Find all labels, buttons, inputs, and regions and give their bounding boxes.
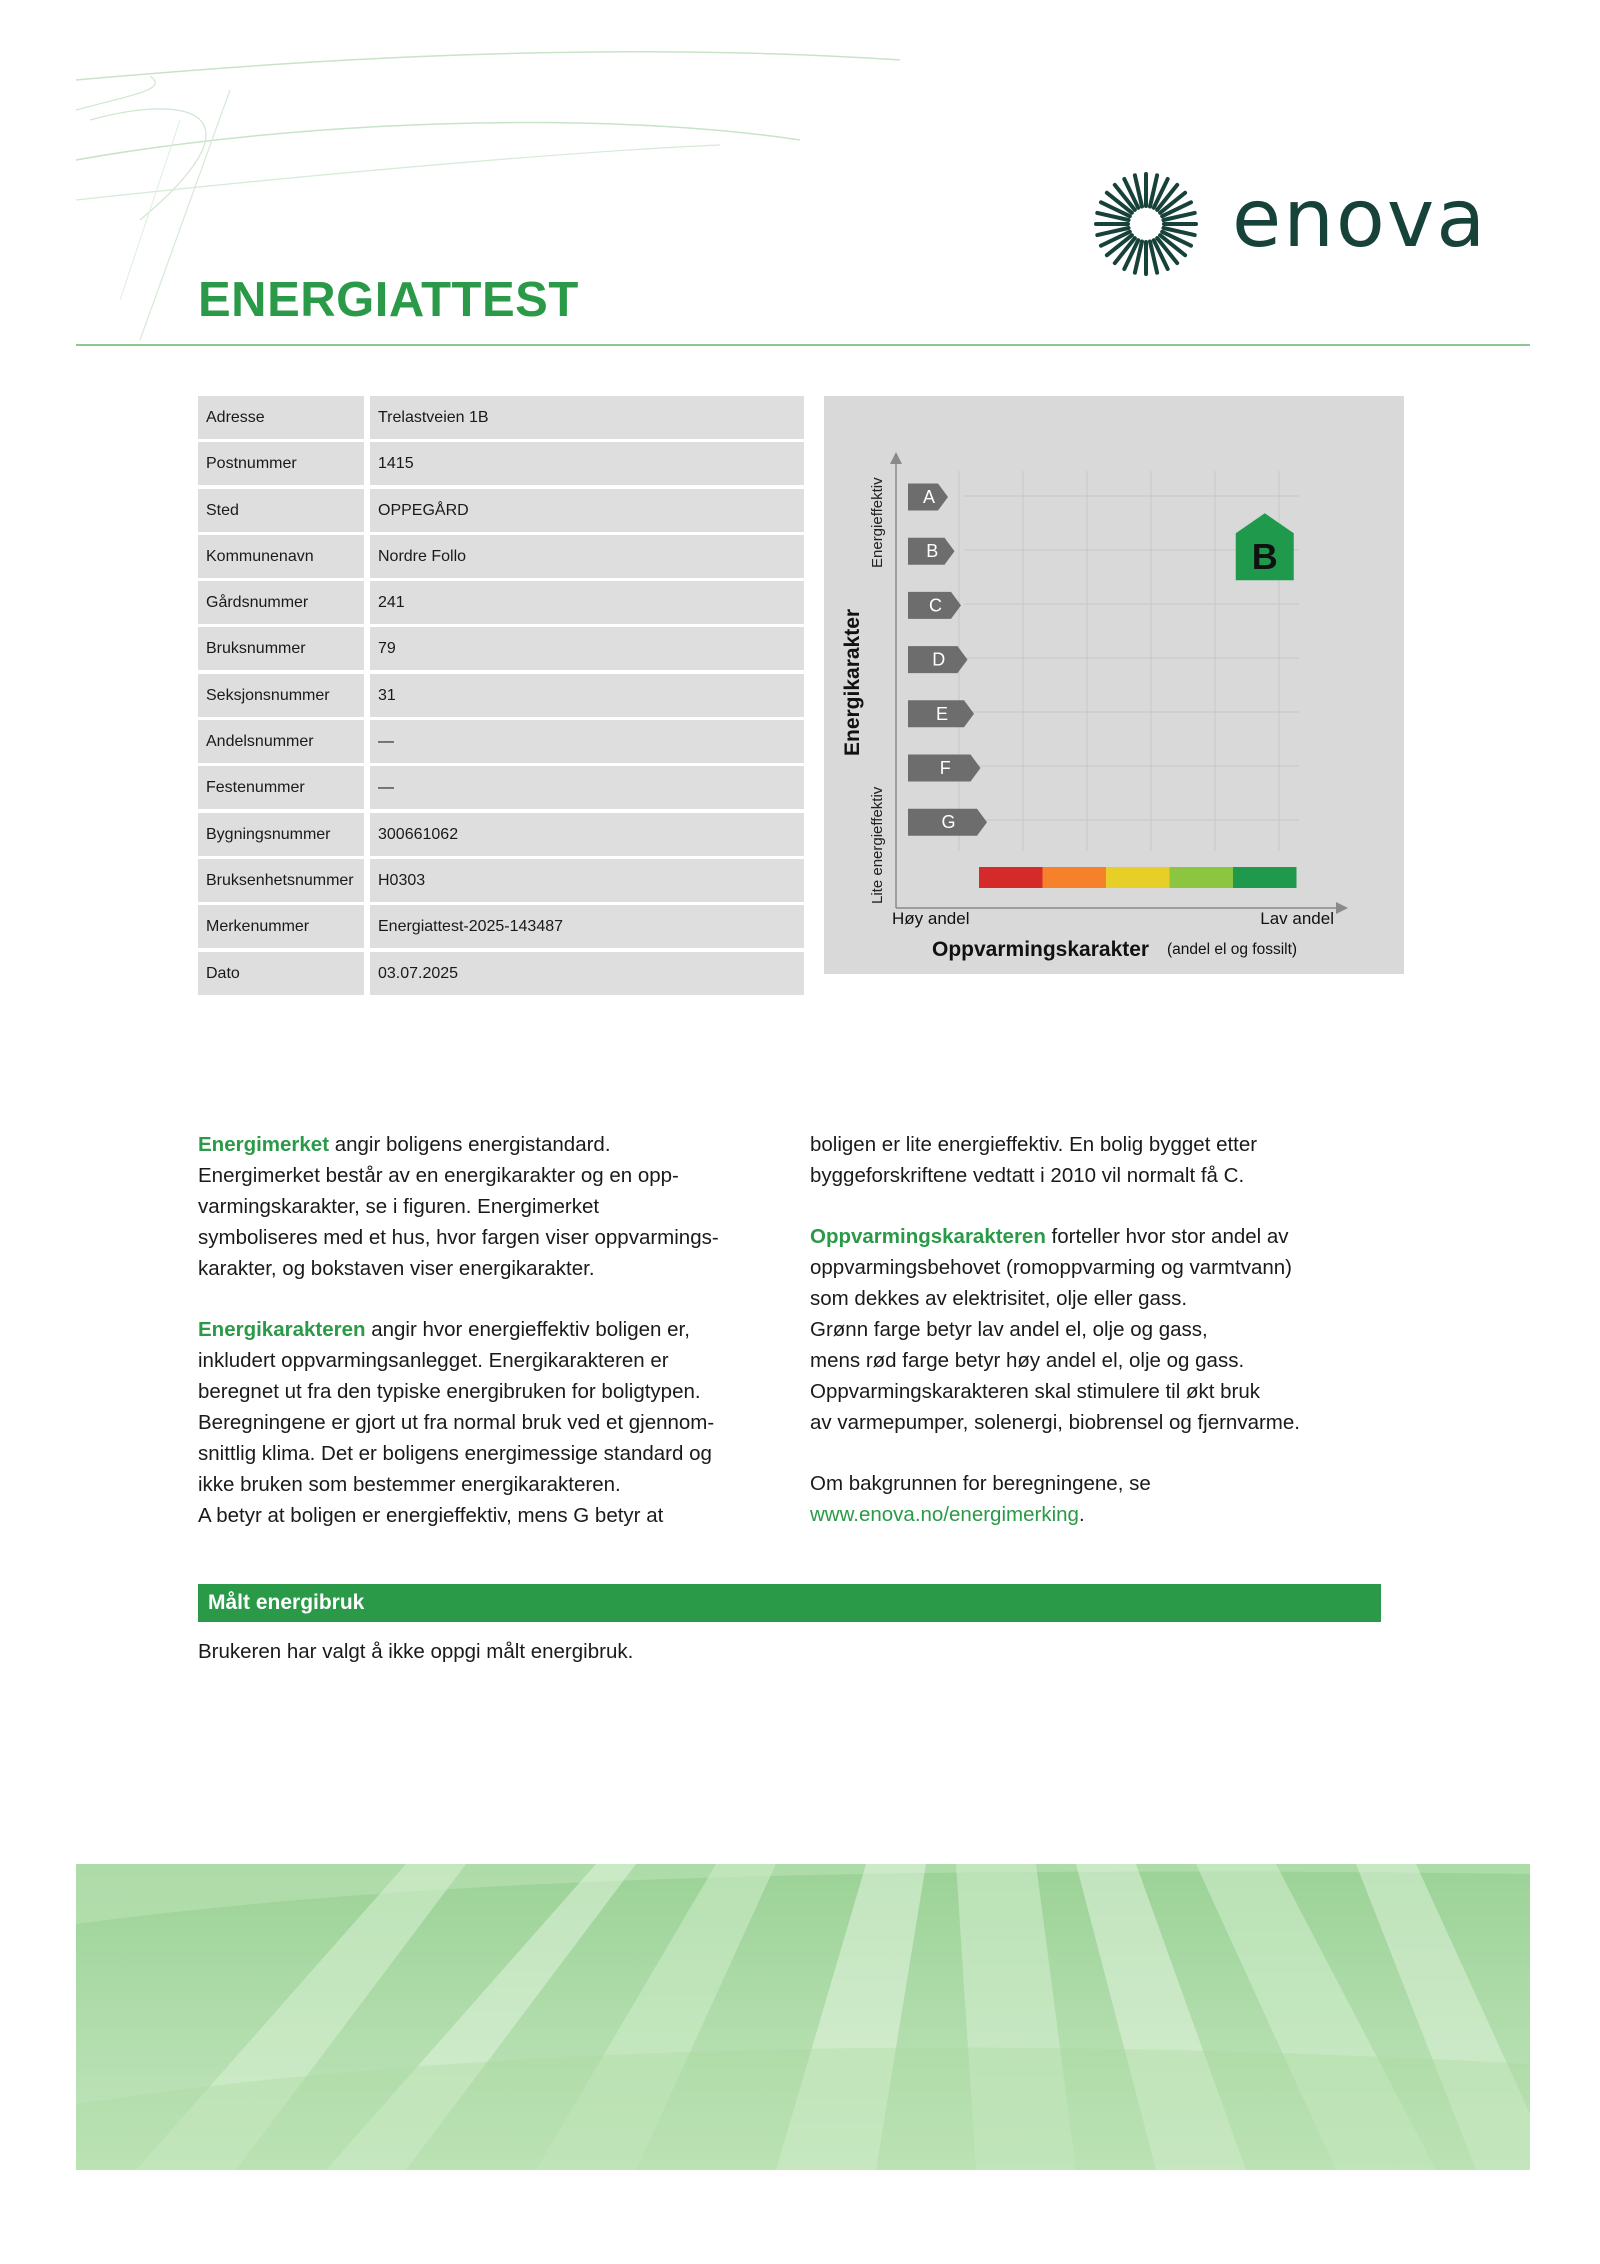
text-line: mens rød farge betyr høy andel el, olje og gass.: [810, 1349, 1245, 1372]
info-value: Nordre Follo: [370, 535, 804, 578]
info-row: [198, 627, 804, 670]
info-value: —: [370, 766, 804, 809]
heating-color-segment: [1170, 867, 1234, 888]
info-value: 79: [370, 627, 804, 670]
info-label: Adresse: [198, 396, 364, 439]
info-value: Energiattest-2025-143487: [370, 905, 804, 948]
info-value: 300661062: [370, 813, 804, 856]
logo-text: enova: [1232, 172, 1488, 265]
heating-color-segment: [1043, 867, 1107, 888]
info-value: H0303: [370, 859, 804, 902]
info-value: 241: [370, 581, 804, 624]
oppvarmingskarakteren-paragraph: [810, 1221, 1410, 1438]
x-axis-arrow-icon: [1336, 902, 1348, 914]
text-line: byggeforskriftene vedtatt i 2010 vil normalt få C.: [810, 1164, 1245, 1187]
info-value: —: [370, 720, 804, 763]
energy-class-label: F: [939, 758, 951, 778]
text-line: snittlig klima. Det er boligens energimessige standard og: [198, 1442, 712, 1465]
info-row: [198, 859, 804, 902]
info-label: Bruksenhetsnummer: [198, 859, 364, 902]
x-axis-note: (andel el og fossilt): [1167, 941, 1298, 958]
text-line: av varmepumper, solenergi, biobrensel og fjernvarme.: [810, 1411, 1300, 1434]
energy-class-label: C: [929, 595, 942, 616]
info-row: [198, 396, 804, 439]
result-energy-class: B: [1251, 536, 1278, 578]
energy-class-label: E: [935, 703, 949, 724]
info-value: 1415: [370, 442, 804, 485]
y-axis-arrow-icon: [890, 452, 902, 464]
info-label: Bruksnummer: [198, 627, 364, 670]
text-line: angir boligens energistandard.: [329, 1133, 611, 1156]
y-axis-bottom-label: Lite energieffektiv: [869, 786, 886, 904]
info-row: [198, 535, 804, 578]
header-divider: [76, 344, 1530, 346]
text-line: symboliseres med et hus, hvor fargen viser oppvarmings-: [198, 1226, 719, 1249]
info-label: Gårdsnummer: [198, 581, 364, 624]
text-column-left: [198, 1129, 778, 1531]
energimerket-heading: Energimerket: [198, 1133, 330, 1156]
info-row: [198, 442, 804, 485]
info-label: Andelsnummer: [198, 720, 364, 763]
x-axis-right-label: Lav andel: [1260, 909, 1334, 928]
info-row: [198, 581, 804, 624]
decorative-banner: [76, 1864, 1530, 2170]
text-line: varmingskarakter, se i figuren. Energimerket: [198, 1195, 600, 1218]
text-line: A betyr at boligen er energieffektiv, mens G betyr at: [198, 1504, 664, 1527]
text-line: oppvarmingsbehovet (romoppvarming og varmtvann): [810, 1256, 1292, 1279]
measured-energy-text: Brukeren har valgt å ikke oppgi målt energibruk.: [198, 1640, 634, 1663]
x-axis-title: Oppvarmingskarakter: [932, 938, 1150, 961]
energy-class-label: G: [941, 812, 956, 833]
info-label: Merkenummer: [198, 905, 364, 948]
text-line: forteller hvor stor andel av: [1045, 1225, 1289, 1248]
enova-logo-icon: [1090, 168, 1202, 280]
info-value: 03.07.2025: [370, 952, 804, 995]
energikarakteren-paragraph: [198, 1314, 778, 1531]
energy-class-label: D: [932, 649, 946, 670]
text-line: Oppvarmingskarakteren skal stimulere til økt bruk: [810, 1380, 1261, 1403]
text-line: karakter, og bokstaven viser energikarakter.: [198, 1257, 595, 1280]
info-label: Festenummer: [198, 766, 364, 809]
text-line: beregnet ut fra den typiske energibruken for boligtypen.: [198, 1380, 701, 1403]
energy-label-chart: [824, 396, 1404, 974]
text-line: Om bakgrunnen for beregningene, se: [810, 1472, 1151, 1495]
info-row: [198, 952, 804, 995]
heating-color-segment: [1233, 867, 1297, 888]
info-label: Dato: [198, 952, 364, 995]
info-label: Kommunenavn: [198, 535, 364, 578]
text-line: ikke bruken som bestemmer energikarakteren.: [198, 1473, 621, 1496]
info-row: [198, 489, 804, 532]
info-value: OPPEGÅRD: [370, 489, 804, 532]
y-axis-title: Energikarakter: [841, 608, 864, 756]
info-label: Bygningsnummer: [198, 813, 364, 856]
text-line: boligen er lite energieffektiv. En bolig bygget etter: [810, 1133, 1258, 1156]
x-axis-left-label: Høy andel: [892, 909, 970, 928]
text-line: som dekkes av elektrisitet, olje eller gass.: [810, 1287, 1188, 1310]
energikarakteren-heading: Energikarakteren: [198, 1318, 366, 1341]
page-title: ENERGIATTEST: [198, 273, 579, 327]
property-info-table: [198, 396, 804, 998]
enova-energimerking-link[interactable]: www.enova.no/energimerking: [810, 1503, 1079, 1526]
info-row: [198, 674, 804, 717]
text-line: inkludert oppvarmingsanlegget. Energikarakteren er: [198, 1349, 669, 1372]
info-row: [198, 905, 804, 948]
measured-energy-heading: Målt energibruk: [198, 1584, 1381, 1622]
info-label: Seksjonsnummer: [198, 674, 364, 717]
text-line: Energimerket består av en energikarakter og en opp-: [198, 1164, 679, 1187]
y-axis-top-label: Energieffektiv: [869, 477, 886, 568]
energy-class-label: A: [922, 487, 936, 507]
text-column-right: [810, 1129, 1410, 1530]
info-value: Trelastveien 1B: [370, 396, 804, 439]
energy-class-label: B: [926, 541, 939, 562]
heating-color-segment: [979, 867, 1043, 888]
info-row: [198, 766, 804, 809]
text-line: Beregningene er gjort ut fra normal bruk ved et gjennom-: [198, 1411, 715, 1434]
info-row: [198, 720, 804, 763]
info-row: [198, 813, 804, 856]
oppvarmingskarakteren-heading: Oppvarmingskarakteren: [810, 1225, 1046, 1248]
energimerket-paragraph: [198, 1129, 778, 1284]
text-line: Grønn farge betyr lav andel el, olje og gass,: [810, 1318, 1208, 1341]
info-label: Postnummer: [198, 442, 364, 485]
text-line: angir hvor energieffektiv boligen er,: [365, 1318, 690, 1341]
heating-color-segment: [1106, 867, 1170, 888]
info-value: 31: [370, 674, 804, 717]
info-label: Sted: [198, 489, 364, 532]
text-line: .: [1078, 1503, 1085, 1526]
